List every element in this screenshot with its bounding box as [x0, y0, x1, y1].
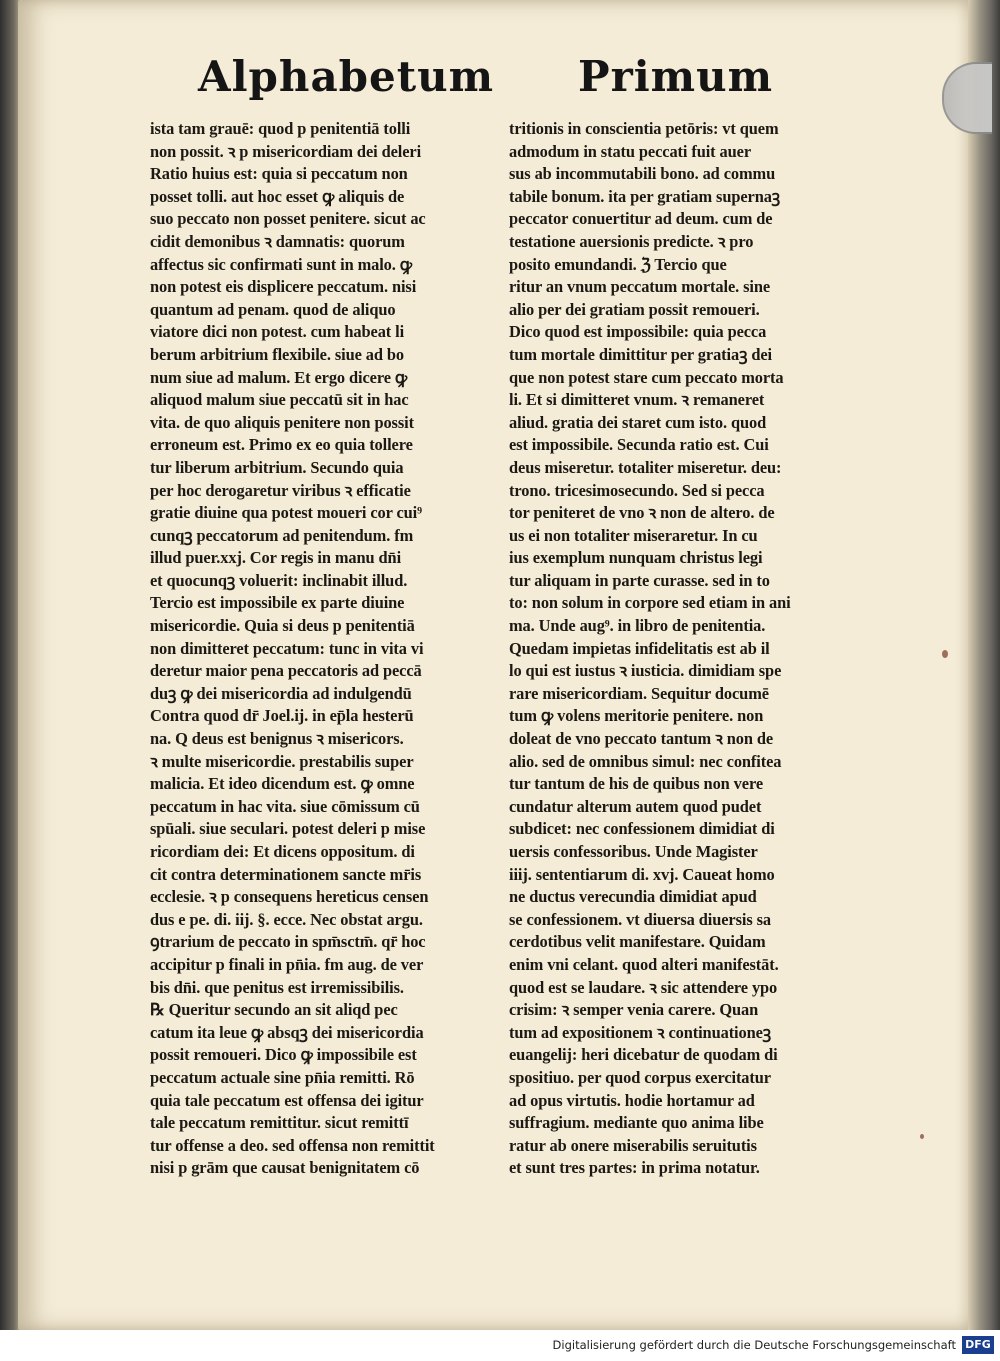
text-line: illud puer.xxj. Cor regis in manu dn̄i	[150, 548, 402, 568]
text-line: cidit demonibus ꝛ damnatis: quorum	[150, 231, 405, 251]
text-line: tabile bonum. ita per gratiam supernaꝫ	[509, 186, 781, 206]
text-line: dus e pe. di. iij. §. ecce. Nec obstat argu.	[150, 909, 423, 929]
text-line: ne ductus verecundia dimidiat apud	[509, 887, 757, 907]
text-line: posito emundandi. ℨ Tercio que	[509, 254, 727, 274]
text-line: ecclesie. ꝛ p consequens hereticus censen	[150, 887, 429, 907]
text-line: uersis confessoribus. Unde Magister	[509, 842, 758, 861]
text-line: cit contra determinationem sancte mr̄is	[150, 864, 422, 884]
text-line: bis dn̄i. que penitus est irremissibilis.	[150, 977, 404, 997]
text-line: berum arbitrium flexibile. siue ad bo	[150, 344, 404, 364]
text-line: Dico quod est impossibile: quia pecca	[509, 322, 767, 342]
text-line: deretur maior pena peccatoris ad peccā	[150, 661, 422, 681]
text-line: ad opus virtutis. hodie hortamur ad	[509, 1090, 755, 1110]
text-line: ius exemplum nunquam christus legi	[509, 548, 763, 568]
text-line: possit remoueri. Dico ꝙ impossibile est	[150, 1045, 417, 1065]
dfg-logo: DFG	[962, 1336, 994, 1354]
text-line: peccatum actuale sine pn̄ia remitti. Rō	[150, 1067, 415, 1087]
text-line: peccatum in hac vita. siue cōmissum cū	[150, 796, 420, 816]
text-line: deus miseretur. totaliter miseretur. deu:	[509, 457, 782, 477]
text-line: quantum ad penam. quod de aliquo	[150, 299, 396, 319]
text-line: suo peccato non posset penitere. sicut ac	[150, 209, 426, 229]
text-column-right	[509, 118, 849, 1180]
text-line: admodum in statu peccati fuit auer	[509, 141, 752, 161]
text-line: tur offense a deo. sed offensa non remittit	[150, 1135, 435, 1155]
text-line: ꝯtrarium de peccato in spm̄sctm̄. qr̄ hoc	[150, 932, 426, 952]
text-line: ricordiam dei: Et dicens oppositum. di	[150, 842, 415, 861]
text-line: non dimitteret peccatum: tunc in vita vi	[150, 638, 424, 658]
text-line: ma. Unde aug⁹. in libro de penitentia.	[509, 616, 766, 636]
text-line: aliud. gratia dei staret cum isto. quod	[509, 412, 767, 432]
text-line: posset tolli. aut hoc esset ꝙ aliquis de	[150, 186, 405, 206]
text-line: enim vni celant. quod alteri manifestāt.	[509, 954, 779, 974]
text-line: ꝛ multe misericordie. prestabilis super	[150, 751, 414, 771]
text-line: cundatur alterum autem quod pudet	[509, 796, 762, 816]
text-line: peccator conuertitur ad deum. cum de	[509, 209, 773, 229]
text-line: euangelij: heri dicebatur de quodam di	[509, 1045, 778, 1065]
text-line: testatione auersionis predicte. ꝛ pro	[509, 231, 754, 251]
text-line: cunqꝫ peccatorum ad penitendum. fm	[150, 525, 414, 545]
text-line: ista tam grauē: quod p penitentiā tolli	[150, 119, 411, 138]
text-line: quia tale peccatum est offensa dei igitur	[150, 1090, 424, 1110]
text-line: crisim: ꝛ semper venia carere. Quan	[509, 1000, 759, 1020]
text-line: ritur an vnum peccatum mortale. sine	[509, 277, 771, 297]
text-line: nisi p grām que causat benignitatem cō	[150, 1158, 420, 1178]
text-line: alio per dei gratiam possit remoueri.	[509, 299, 760, 319]
text-line: na. Q deus est benignus ꝛ misericors.	[150, 729, 404, 749]
text-line: sus ab incommutabili bono. ad commu	[509, 164, 776, 184]
text-line: et sunt tres partes: in prima notatur.	[509, 1158, 760, 1178]
text-line: tur aliquam in parte curasse. sed in to	[509, 570, 770, 590]
text-line: est impossibile. Secunda ratio est. Cui	[509, 435, 769, 455]
text-line: non potest eis displicere peccatum. nisi	[150, 277, 417, 297]
text-line: tum ꝙ volens meritorie penitere. non	[509, 706, 764, 726]
text-line: Tercio est impossibile ex parte diuine	[150, 593, 405, 613]
text-line: quod est se laudare. ꝛ sic attendere ypo	[509, 977, 778, 997]
text-line: catum ita leue ꝙ absqꝫ dei misericordia	[150, 1022, 424, 1042]
footer-bar	[0, 1330, 1000, 1361]
text-line: cerdotibus velit manifestare. Quidam	[509, 932, 766, 952]
text-line: to: non solum in corpore sed etiam in ani	[509, 593, 791, 613]
text-line: gratie diuine qua potest moueri cor cui⁹	[150, 503, 422, 523]
text-line: spūali. siue seculari. potest deleri p mise	[150, 819, 426, 839]
running-head-left: Alphabetum	[198, 52, 495, 101]
text-line: tor peniteret de vno ꝛ non de altero. de	[509, 503, 775, 523]
text-line: tum mortale dimittitur per gratiaꝫ dei	[509, 344, 772, 364]
text-line: tum ad expositionem ꝛ continuationeꝫ	[509, 1022, 772, 1042]
text-line: aliquod malum siue peccatū sit in hac	[150, 390, 409, 410]
text-line: us ei non totaliter miseraretur. In cu	[509, 525, 758, 545]
text-line: vita. de quo aliquis penitere non possit	[150, 412, 414, 432]
text-line: ratur ab onere miserabilis seruitutis	[509, 1135, 757, 1155]
text-line: num siue ad malum. Et ergo dicere ꝙ	[150, 367, 408, 387]
text-line: erroneum est. Primo ex eo quia tollere	[150, 435, 413, 455]
text-line: Contra quod dr̄ Joel.ij. in ep̄la hesterū	[150, 706, 414, 726]
text-line: non possit. ꝛ p misericordiam dei deleri	[150, 141, 422, 161]
text-line: trono. tricesimosecundo. Sed si pecca	[509, 480, 765, 500]
text-line: doleat de vno peccato tantum ꝛ non de	[509, 729, 774, 749]
text-line: tale peccatum remittitur. sicut remittī	[150, 1113, 409, 1133]
text-line: subdicet: nec confessionem dimidiat di	[509, 819, 775, 839]
text-column-left	[150, 118, 486, 1180]
text-line: tur liberum arbitrium. Secundo quia	[150, 457, 404, 477]
text-line: spositiuo. per quod corpus exercitatur	[509, 1067, 771, 1087]
text-line: misericordie. Quia si deus p penitentiā	[150, 616, 415, 636]
text-line: lo qui est iustus ꝛ iusticia. dimidiam spe	[509, 661, 782, 681]
text-line: tur tantum de his de quibus non vere	[509, 774, 764, 794]
text-line: et quocunqꝫ voluerit: inclinabit illud.	[150, 570, 408, 590]
text-line: per hoc derogaretur viribus ꝛ efficatie	[150, 480, 411, 500]
text-line: iiij. sententiarum di. xvj. Caueat homo	[509, 864, 775, 884]
digitization-credit: Digitalisierung gefördert durch die Deutsche Forschungsgemeinschaft	[552, 1338, 956, 1352]
ink-stain	[920, 1134, 924, 1139]
text-line: viatore dici non potest. cum habeat li	[150, 322, 405, 342]
page-fore-edge	[968, 0, 1000, 1330]
text-line: que non potest stare cum peccato morta	[509, 367, 784, 387]
text-line: Quedam impietas infidelitatis est ab il	[509, 638, 770, 658]
ink-stain	[942, 650, 948, 658]
running-head-right: Primum	[578, 52, 774, 101]
text-line: tritionis in conscientia petōris: vt quem	[509, 119, 779, 138]
text-line: rare misericordiam. Sequitur documē	[509, 683, 769, 703]
text-line: duꝫ ꝙ dei misericordia ad indulgendū	[150, 683, 412, 703]
text-line: ℞ Queritur secundo an sit aliqd pec	[150, 1000, 398, 1020]
text-line: suffragium. mediante quo anima libe	[509, 1113, 764, 1133]
text-line: alio. sed de omnibus simul: nec confitea	[509, 751, 782, 771]
text-line: malicia. Et ideo dicendum est. ꝙ omne	[150, 774, 415, 794]
text-line: Ratio huius est: quia si peccatum non	[150, 164, 408, 184]
text-line: accipitur p finali in pn̄ia. fm aug. de ver	[150, 954, 424, 974]
text-line: li. Et si dimitteret vnum. ꝛ remaneret	[509, 390, 765, 410]
text-line: se confessionem. vt diuersa diuersis sa	[509, 909, 771, 929]
text-line: affectus sic confirmati sunt in malo. ꝙ	[150, 254, 412, 274]
